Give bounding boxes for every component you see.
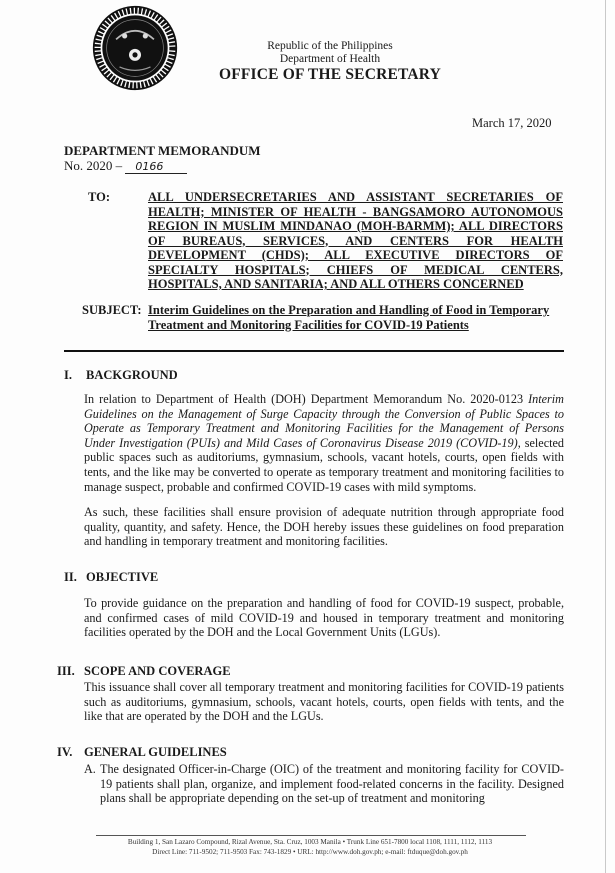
footer-divider (96, 835, 526, 836)
guideline-item-letter: A. (84, 762, 96, 776)
section-heading-scope: III. SCOPE AND COVERAGE (57, 664, 231, 678)
subject-text: Interim Guidelines on the Preparation and Handling of Food in Temporary Treatment and Monitoring Facilities for COVID-19 Patients (148, 303, 550, 332)
letterhead-country: Republic of the Philippines (267, 40, 393, 52)
memo-number (64, 158, 187, 174)
page-edge-line (605, 0, 606, 873)
doh-seal-icon (92, 5, 178, 91)
to-label: TO: (88, 190, 110, 204)
to-recipients: ALL UNDERSECRETARIES AND ASSISTANT SECRETARIES OF HEALTH; MINISTER OF HEALTH - BANGSAMORO AUTONOMOUS REGION IN MUSLIM MINDANAO (MOH-BARMM); ALL DIRECTORS OF BUREAUS, SERVICES, AND CENTERS FOR HEALTH DEVELOPMENT (CHDS); ALL EXECUTIVE DIRECTORS OF SPECIALTY HOSPITALS; CHIEFS OF MEDICAL CENTERS, HOSPITALS, AND SANITARIA; AND ALL OTHERS CONCERNED (148, 190, 563, 291)
letterhead-department: Department of Health (279, 53, 381, 65)
background-paragraph-1: In relation to Department of Health (DOH) Department Memorandum No. 2020-0123 Interim Guidelines on the Management of Surge Capacity through the Conversion of Public Spaces to Operate as Temporary Treatment and Monitoring Facilities for the Management of Persons Under Investigation (PUIs) and Mild Cases of Coronavirus Disease 2019 (COVID-19), selected public spaces such as auditoriums, gymnasium, schools, vacant hotels, courts, open fields with tents, and the like may be converted to operate as temporary treatment and monitoring facilities to manage suspect, probable and confirmed COVID-19 cases with mild symptoms. (84, 392, 564, 494)
letterhead-office: OFFICE OF THE SECRETARY (218, 66, 442, 83)
objective-paragraph: To provide guidance on the preparation and handling of food for COVID-19 suspect, probable, and confirmed cases of mild COVID-19 and housed in temporary treatment and monitoring facilities operated by the DOH and the Local Government Units (LGUs). (84, 596, 564, 640)
footer-phone-url: Direct Line: 711-9502; 711-9503 Fax: 743-1829 • URL: http://www.doh.gov.ph; e-mail: ftduque@doh.gov.ph (152, 847, 468, 856)
footer-address: Building 1, San Lazaro Compound, Rizal Avenue, Sta. Cruz, 1003 Manila • Trunk Line 651-7800 local 1108, 1111, 1112, 1113 (127, 838, 493, 846)
letterhead (200, 40, 460, 84)
footer-contact (90, 838, 530, 857)
section-heading-general-guidelines: IV. GENERAL GUIDELINES (57, 745, 227, 759)
guideline-item-a (84, 762, 564, 806)
header-divider (64, 350, 564, 352)
subject-label: SUBJECT: (82, 303, 142, 317)
scope-paragraph: This issuance shall cover all temporary treatment and monitoring facilities for COVID-19 patients such as auditoriums, gymnasium, schools, vacant hotels, courts, open fields with tents, and the like that are operated by the DOH and the LGUs. (84, 680, 564, 724)
section-heading-background: I. BACKGROUND (64, 368, 178, 382)
guideline-item-text: The designated Officer-in-Charge (OIC) of the treatment and monitoring facility for COVID-19 patients shall plan, organize, and implement food-related concerns in the facility. Designed plans shall be appropriate depending on the set-up of treatment and monitoring (100, 762, 564, 806)
background-paragraph-2: As such, these facilities shall ensure provision of adequate nutrition through appropriate food quality, quantity, and safety. Hence, the DOH hereby issues these guidelines on food preparation and handling in temporary treatment and monitoring facilities. (84, 505, 564, 549)
memo-title: DEPARTMENT MEMORANDUM (64, 143, 261, 158)
memo-number-prefix: No. 2020 – (64, 158, 123, 173)
memo-date: March 17, 2020 (472, 116, 552, 130)
section-heading-objective: II. OBJECTIVE (64, 570, 159, 584)
memo-number-handwritten: 0166 (125, 160, 187, 174)
